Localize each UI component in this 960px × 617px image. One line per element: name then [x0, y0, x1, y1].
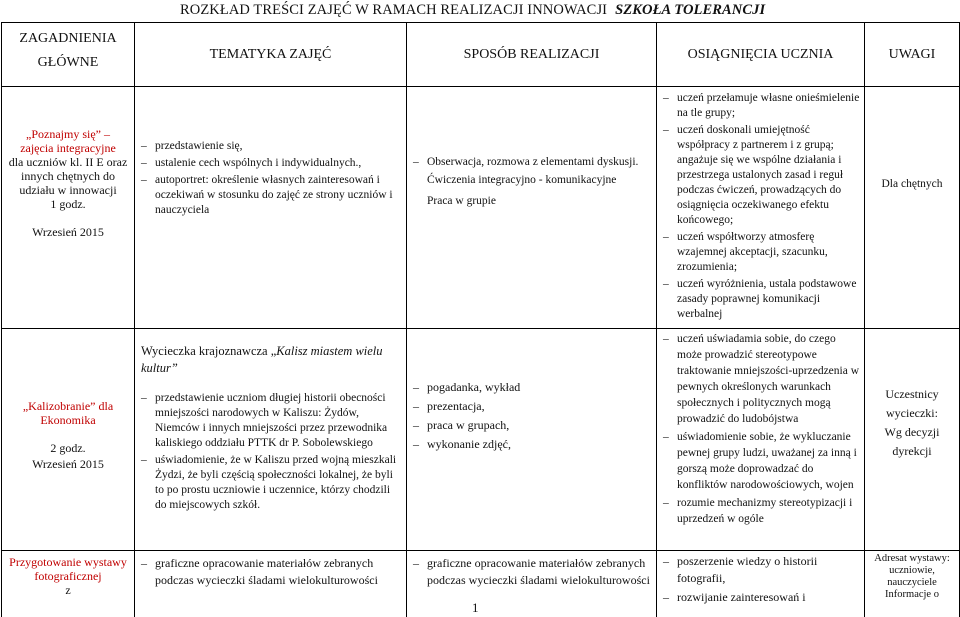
method-item: – Obserwacja, rozmowa z elementami dyskusji. — [413, 155, 650, 170]
topic-title: Przygotowanie wystawy fotograficznej — [9, 555, 127, 583]
topic-date: Wrzesień 2015 — [32, 225, 104, 239]
topic-hours: 2 godz. — [50, 441, 86, 455]
method-item: – pogadanka, wykład — [413, 379, 650, 396]
subject-item: – przedstawienie uczniom długiej historii obecności mniejszości narodowych w Kaliszu: Żydów, Niemców i innych mniejszości przez przewodnika kaliskiego oddziału PTTK dr P. Sobolewskiego — [141, 391, 400, 451]
achievement-item: – uświadomienie sobie, że wykluczanie pewnej grupy ludzi, uważanej za inną i gorszą może doprowadzać do konfliktów narodowościowych, wojen — [663, 429, 860, 493]
subjects-cell — [135, 87, 407, 329]
table-row — [2, 329, 960, 551]
col-header-notes: UWAGI — [865, 23, 960, 87]
trip-title: Wycieczka krajoznawcza „Kalisz miastem wielu kultur” — [141, 344, 383, 375]
notes-cell — [865, 329, 960, 551]
method-item: – graficzne opracowanie materiałów zebranych podczas wycieczki śladami wielokulturowości — [413, 555, 650, 589]
method-item: Praca w grupie — [427, 195, 496, 207]
notes-line: dyrekcji — [892, 444, 932, 458]
achievements-cell — [657, 87, 865, 329]
topic-cell — [2, 87, 135, 329]
achievements-cell — [657, 329, 865, 551]
method-item: – praca w grupach, — [413, 417, 650, 434]
notes-cell — [865, 551, 960, 617]
topic-cell — [2, 329, 135, 551]
subject-item: – graficzne opracowanie materiałów zebranych podczas wycieczki śladami wielokulturowości — [141, 555, 400, 589]
achievement-item: – uczeń współtworzy atmosferę wzajemnej akceptacji, szacunku, zrozumienia; — [663, 230, 860, 275]
notes-text: Adresat wystawy: uczniowie, nauczyciele Informacje o — [874, 553, 950, 600]
subject-item: – przedstawienie się, — [141, 139, 400, 154]
subject-item: – ustalenie cech wspólnych i indywidualnych., — [141, 156, 400, 171]
method-item: Ćwiczenia integracyjno - komunikacyjne — [427, 174, 617, 186]
methods-cell — [407, 87, 657, 329]
methods-cell — [407, 551, 657, 617]
header-row — [2, 23, 960, 87]
subjects-cell — [135, 329, 407, 551]
topic-rest: z — [65, 583, 71, 597]
achievement-item: – uczeń uświadamia sobie, do czego może prowadzić stereotypowe traktowanie mniejszości-uprzedzenia w pewnych określonych warunkach społecznych i politycznych mogą prowadzić do ludobójstwa — [663, 331, 860, 427]
achievements-cell — [657, 551, 865, 617]
achievement-item: – rozwijanie zainteresowań i — [663, 589, 858, 606]
subject-item: – uświadomienie, że w Kaliszu przed wojną mieszkali Żydzi, że byli częścią społeczności lokalnej, że byli to po prostu uczniowie i uczennice, którzy chodzili do miejscowych szkół. — [141, 453, 400, 513]
achievement-item: – rozumie mechanizmy stereotypizacji i uprzedzeń w ogóle — [663, 495, 860, 527]
notes-line: Uczestnicy — [885, 387, 939, 401]
content-table — [1, 22, 960, 617]
topic-date: Wrzesień 2015 — [32, 457, 104, 471]
page-title — [180, 2, 765, 19]
methods-cell — [407, 329, 657, 551]
notes-line: wycieczki: — [886, 406, 938, 420]
subjects-cell — [135, 551, 407, 617]
notes-text: Dla chętnych — [881, 178, 943, 190]
method-item: – prezentacja, — [413, 398, 650, 415]
topic-title: „Poznajmy się” – zajęcia integracyjne — [20, 127, 116, 155]
notes-cell — [865, 87, 960, 329]
achievement-item: – uczeń wyróżnienia, ustala podstawowe zasady poprawnej komunikacji werbalnej — [663, 277, 860, 322]
topic-title: „Kalizobranie” dla Ekonomika — [22, 399, 114, 427]
topic-audience: dla uczniów kl. II E oraz innych chętnych do udziału w innowacji — [8, 155, 128, 197]
school-name: SZKOŁA TOLERANCJI — [615, 2, 766, 18]
topic-cell — [2, 551, 135, 617]
subject-item: – autoportret: określenie własnych zainteresowań i oczekiwań w stosunku do zajęć ze strony uczniów i nauczyciela — [141, 173, 400, 218]
col-header-subjects: TEMATYKA ZAJĘĆ — [135, 23, 407, 87]
page-number: 1 — [472, 600, 479, 615]
col-header-topics: ZAGADNIENIA GŁÓWNE — [2, 23, 135, 87]
title-text: ROZKŁAD TREŚCI ZAJĘĆ W RAMACH REALIZACJI INNOWACJI — [180, 2, 608, 18]
table-row — [2, 551, 960, 617]
achievement-item: – uczeń przełamuje własne onieśmielenie na tle grupy; — [663, 91, 860, 121]
notes-line: Wg decyzji — [884, 425, 940, 439]
achievement-item: – poszerzenie wiedzy o historii fotografii, — [663, 553, 858, 587]
col-header-methods: SPOSÓB REALIZACJI — [407, 23, 657, 87]
achievement-item: – uczeń doskonali umiejętność współpracy z partnerem i z grupą; angażuje się we wspólne działania i przestrzega ustalonych zasad i reguł podczas ćwiczeń, prowadzących do osiągnięcia oczekiwanego efektu końcowego; — [663, 123, 860, 228]
method-item: – wykonanie zdjęć, — [413, 436, 650, 453]
table-row — [2, 87, 960, 329]
topic-hours: 1 godz. — [50, 197, 86, 211]
col-header-achievements: OSIĄGNIĘCIA UCZNIA — [657, 23, 865, 87]
